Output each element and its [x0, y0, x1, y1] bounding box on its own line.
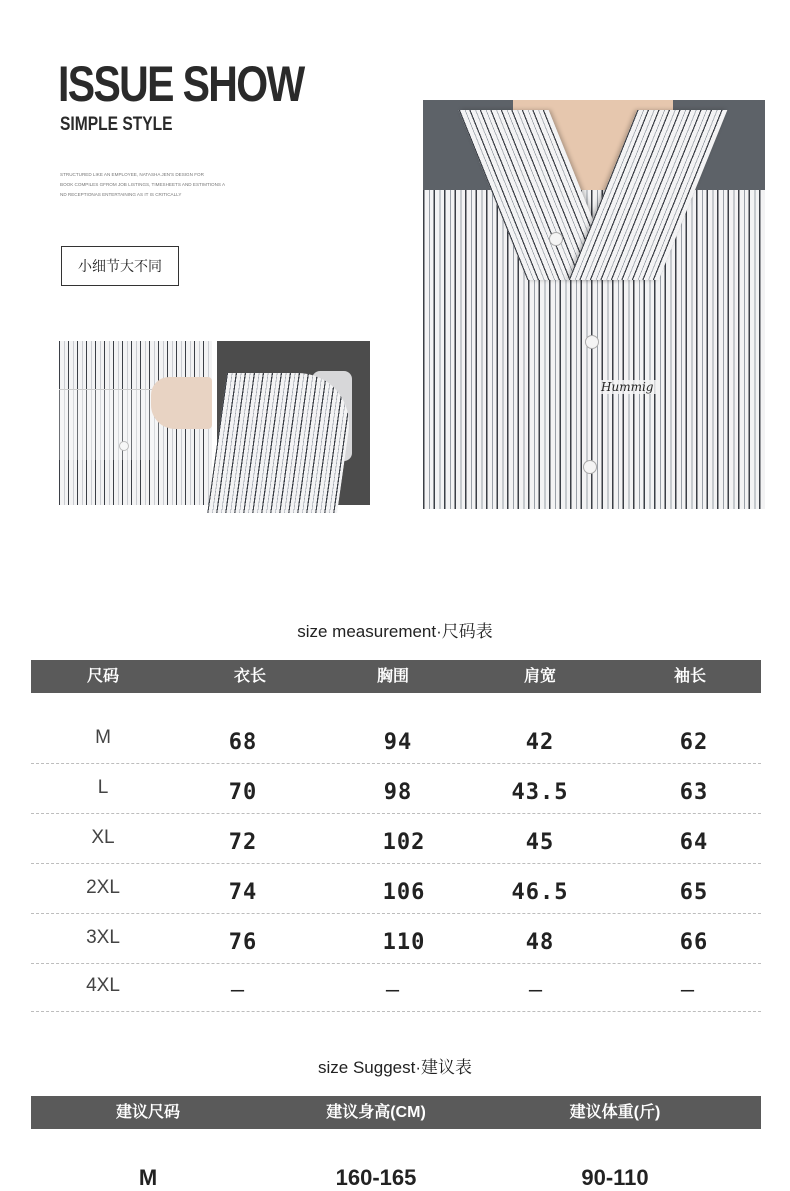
collar-button [549, 232, 563, 246]
shirt-button [583, 460, 597, 474]
size-cell: M [95, 727, 111, 748]
size-cell: 3XL [86, 927, 120, 948]
header-cell: 建议尺码 [115, 1104, 181, 1121]
length-cell: 68 [228, 730, 258, 755]
header-cell: 建议身高(CM) [326, 1104, 426, 1121]
size-table-title: size measurement·尺码表 [297, 622, 493, 641]
length-cell: 72 [228, 830, 258, 855]
shoulder-cell: 48 [525, 930, 555, 955]
table-row [31, 814, 761, 864]
shoulder-cell: — [528, 978, 544, 1003]
chest-cell: 106 [382, 880, 426, 905]
table-row [31, 864, 761, 914]
model-photo [423, 100, 765, 509]
suggest-first-row [31, 1165, 761, 1190]
suggest-table-title: size Suggest·建议表 [318, 1058, 472, 1077]
size-cell: 2XL [86, 877, 120, 898]
blurb-line: ND RECEPTIONAS ENTERTAINING AS IT IS CRITICALLY [60, 192, 182, 197]
size-cell: L [97, 777, 109, 798]
tagline: 小细节大不同 [78, 258, 162, 274]
table-row [31, 962, 761, 1012]
header-cell: 建议体重(斤) [569, 1104, 661, 1121]
cuff-detail-photo [59, 341, 212, 505]
sleeve-cell: 63 [679, 780, 709, 805]
cuff-button [119, 441, 129, 451]
chest-cell: 94 [383, 730, 413, 755]
weight-cell: 90-110 [581, 1165, 649, 1190]
height-cell: 160-165 [335, 1165, 417, 1190]
header-cell: 袖长 [673, 668, 707, 685]
shoulder-cell: 46.5 [511, 880, 569, 905]
table-row [31, 764, 761, 814]
table-row [31, 714, 761, 764]
size-cell: 4XL [86, 975, 120, 996]
blurb-line: BOOK COMPILES GFROM JOB LISTINGS, TIMESHEETS AND ESTIMTIONS A [60, 182, 226, 187]
length-cell: — [230, 978, 246, 1003]
length-cell: 76 [228, 930, 258, 955]
sleeve-cell: 65 [679, 880, 709, 905]
cuff [59, 389, 159, 460]
length-cell: 70 [228, 780, 258, 805]
sleeve-cell: 62 [679, 730, 709, 755]
sleeve-cell: — [680, 978, 696, 1003]
header-cell: 胸围 [376, 668, 410, 685]
brand-subtitle: SIMPLE STYLE [60, 114, 173, 135]
tagline-box [61, 246, 179, 286]
header-cell: 尺码 [86, 668, 120, 685]
hand [151, 377, 212, 429]
shirt-button [585, 335, 599, 349]
shoulder-fabric [207, 373, 357, 513]
size-cell: XL [91, 827, 115, 848]
chest-cell: — [385, 978, 401, 1003]
table-row [31, 914, 761, 964]
shoulder-cell: 42 [525, 730, 555, 755]
chest-cell: 102 [382, 830, 426, 855]
shoulder-cell: 45 [525, 830, 555, 855]
header-cell: 肩宽 [523, 668, 557, 685]
shoulder-detail-photo [217, 341, 370, 505]
shoulder-cell: 43.5 [511, 780, 569, 805]
suggest-table-header [31, 1096, 761, 1129]
length-cell: 74 [228, 880, 258, 905]
header-cell: 衣长 [233, 668, 267, 685]
embroidery-logo: Hummig [598, 380, 656, 394]
blurb-line: STRUCTURED LIKE AN EMPLOYEE, NATASHA JEN'S DESIGN FOR [60, 172, 204, 177]
size-cell: M [138, 1165, 158, 1190]
chest-cell: 98 [383, 780, 413, 805]
brand-title: ISSUE SHOW [58, 56, 304, 112]
size-table-header [31, 660, 761, 693]
sleeve-cell: 64 [679, 830, 709, 855]
chest-cell: 110 [382, 930, 426, 955]
sleeve-cell: 66 [679, 930, 709, 955]
